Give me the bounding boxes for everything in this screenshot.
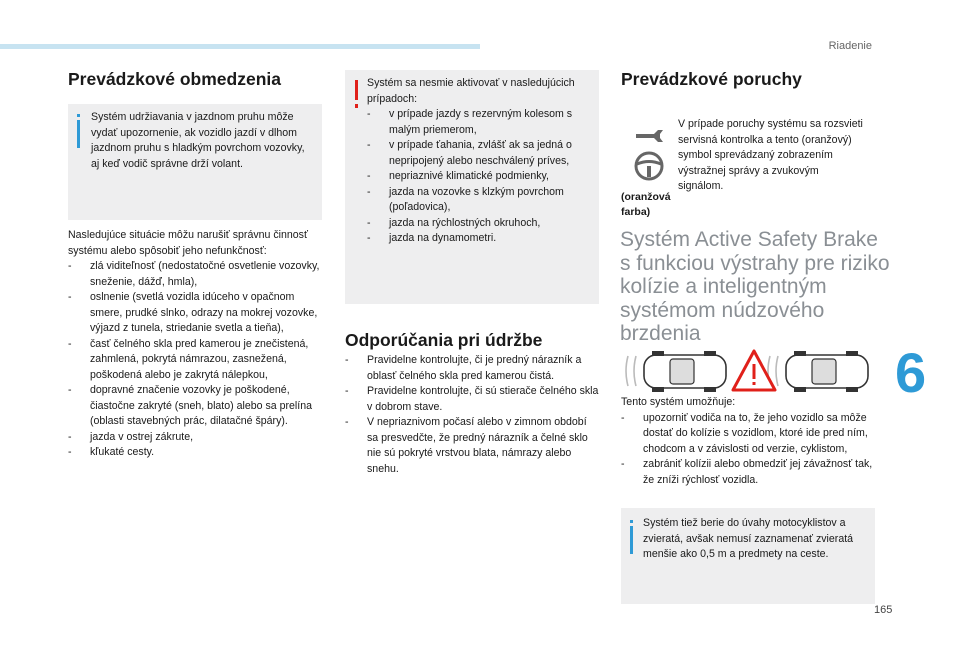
list-item: - kľukaté cesty.	[68, 445, 326, 461]
section-title-operating-limits: Prevádzkové obmedzenia	[68, 69, 281, 89]
info-text: Systém udržiavania v jazdnom pruhu môže vydať upozornenie, ak vozidlo jazdí v dlhom jazdnom pruhu s hladkým povrchom vozovky, aj keď vodič správne drží volant.	[91, 111, 305, 170]
list-item: - jazda v ostrej zákrute,	[68, 430, 326, 446]
warning-content	[367, 76, 599, 247]
asb-intro: Tento systém umožňuje:	[621, 396, 736, 408]
collision-warning-illustration	[622, 348, 872, 394]
chapter-tab-number: 6	[895, 341, 927, 404]
maintenance-list	[345, 353, 600, 477]
steering-wheel-icon	[633, 150, 665, 182]
page-number: 165	[874, 604, 893, 616]
list-item: - časť čelného skla pred kamerou je znečistená, zahmlená, pokrytá námrazou, zasnežená, poškodená alebo je zakrytá nálepkou,	[68, 337, 326, 384]
chapter-title: Riadenie	[828, 40, 872, 52]
list-item: - jazda na rýchlostných okruhoch,	[367, 216, 599, 232]
warning-icon	[355, 80, 358, 100]
orange-color-label: (oranžová farba)	[621, 191, 671, 218]
list-item: - nepriaznivé klimatické podmienky,	[367, 169, 599, 185]
faults-text: V prípade poruchy systému sa rozsvieti servisná kontrolka a tento (oranžový) symbol sprevádzaný zobrazením výstražnej správy a zvukovým signálom.	[678, 118, 863, 192]
maintenance-content	[345, 353, 600, 477]
list-item: - zlá viditeľnosť (nedostatočné osvetlenie vozovky, sneženie, dážď, hmla),	[68, 259, 326, 290]
wrench-icon	[634, 128, 664, 144]
car-icon	[644, 351, 726, 392]
list-item: - jazda na vozovke s klzkým povrchom (poľadovica),	[367, 185, 599, 216]
list-item: - dopravné značenie vozovky je poškodené, čiastočne zakryté (sneh, blato) alebo sa prelína (oblasti stavebných prác, dilatačné špáry).	[68, 383, 326, 430]
warning-list	[367, 107, 599, 247]
list-item: - Pravidelne kontrolujte, či je predný nárazník a oblasť čelného skla pred kamerou čistá.	[345, 353, 600, 384]
list-item: - zabrániť kolízii alebo obmedziť jej závažnosť tak, že zníži rýchlosť vozidla.	[621, 457, 879, 488]
limits-list	[68, 259, 326, 461]
info-icon	[77, 120, 80, 148]
warning-box	[345, 70, 599, 304]
asb-info-text: Systém tiež berie do úvahy motocyklistov a zvieratá, avšak nemusí zaznamenať zvieratá menšie ako 0,5 m a predmety na ceste.	[643, 517, 854, 560]
car-icon	[786, 351, 868, 392]
info-box-asb	[621, 508, 875, 604]
list-item: - upozorniť vodiča na to, že jeho vozidlo sa môže dostať do kolízie s vozidlom, ktoré ide pred ním, chodcom a v závislosti od verzie, cyklistom,	[621, 411, 879, 458]
list-item: - Pravidelne kontrolujte, či sú stierače čelného skla v dobrom stave.	[345, 384, 600, 415]
limits-intro: Nasledujúce situácie môžu narušiť správnu činnosť systému alebo spôsobiť jeho nefunkčnosť:	[68, 229, 308, 257]
section-title-faults: Prevádzkové poruchy	[621, 69, 802, 89]
asb-list	[621, 411, 879, 489]
list-item: - V nepriaznivom počasí alebo v zimnom období sa presvedčte, že predný nárazník a čelné sklo nie sú pokryté vrstvou blata, námrazy alebo snehu.	[345, 415, 600, 477]
list-item: - v prípade jazdy s rezervným kolesom s malým priemerom,	[367, 107, 599, 138]
info-icon	[630, 526, 633, 554]
info-box-lane-keeping	[68, 104, 322, 220]
top-accent-bar	[0, 44, 480, 49]
list-item: - jazda na dynamometri.	[367, 231, 599, 247]
asb-content	[621, 395, 879, 488]
section-title-maintenance: Odporúčania pri údržbe	[345, 330, 543, 350]
list-item: - oslnenie (svetlá vozidla idúceho v opačnom smere, prudké slnko, odrazy na mokrej vozovke, výjazd z tunela, striedanie svetla a tieňa),	[68, 290, 326, 337]
list-item: - v prípade ťahania, zvlášť ak sa jedná o nepripojený alebo neschválený príves,	[367, 138, 599, 169]
warning-intro: Systém sa nesmie aktivovať v nasledujúcich prípadoch:	[367, 77, 575, 105]
section-title-active-safety-brake: Systém Active Safety Brake s funkciou výstrahy pre riziko kolízie a inteligentným systémom núdzového brzdenia	[620, 228, 890, 345]
limits-content	[68, 228, 326, 461]
